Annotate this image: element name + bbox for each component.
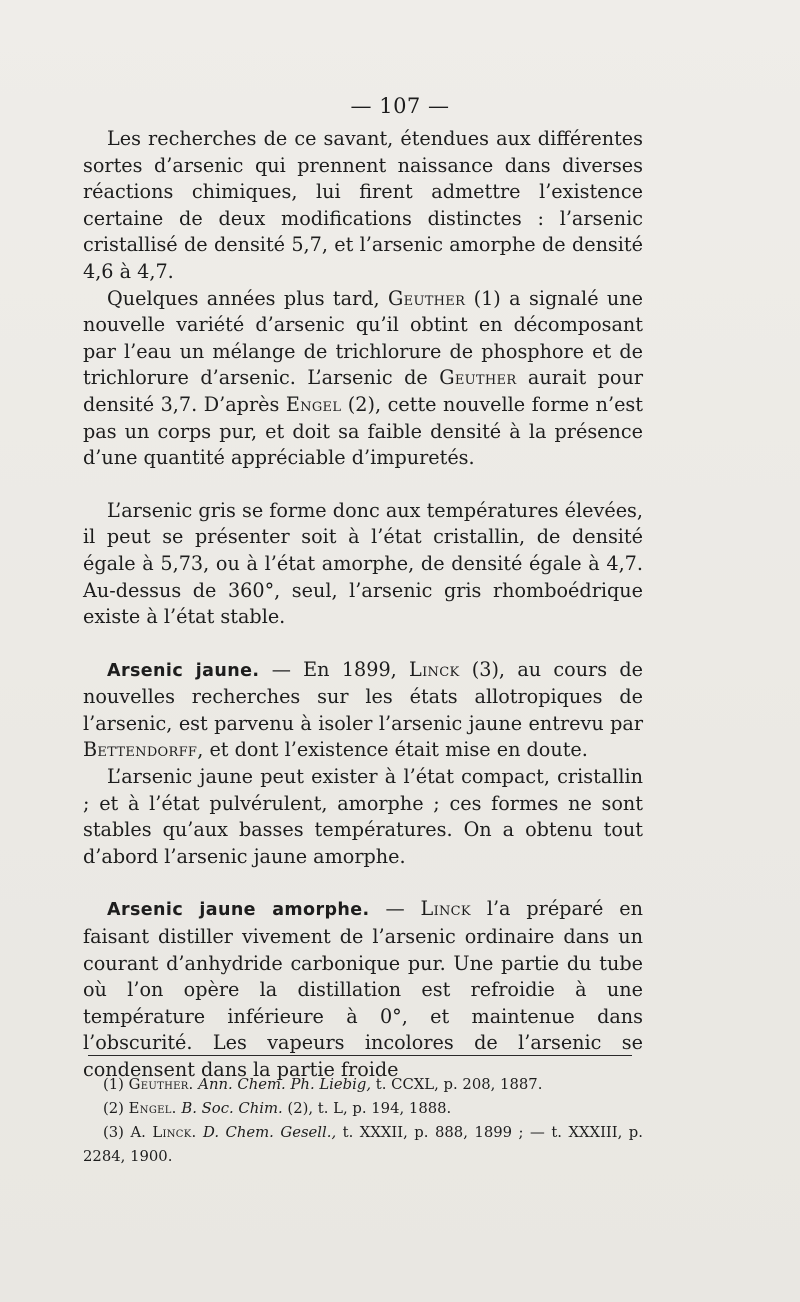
paragraph-1: Les recherches de ce savant, étendues aux différentes sortes d’arsenic qui prennent naissance dans diverses réactions chimiques, lui firent admettre l’existence certaine de deux modifications distinctes : l’arsenic cristallisé de densité 5,7, et l’arsenic amorphe de densité 4,6 à 4,7. xyxy=(83,127,643,283)
paragraph-5: L’arsenic jaune peut exister à l’état compact, cristallin ; et à l’état pulvérulent, amorphe ; ces formes ne sont stables qu’aux basses températures. On a obtenu tout d’abord l’arsenic jaune amorphe. xyxy=(83,765,643,868)
page-number: — 107 — xyxy=(350,94,450,118)
footnote-3: (3) A. Linck. D. Chem. Gesell., t. XXXII, p. 888, 1899 ; — t. XXXIII, p. 2284, 1900. xyxy=(83,1124,643,1165)
paragraph-4: Arsenic jaune. — En 1899, Linck (3), au cours de nouvelles recherches sur les états allotropiques de l’arsenic, est parvenu à isoler l’arsenic jaune entrevu par Bettendorff, et dont l’existence était mise en doute. xyxy=(83,657,643,762)
author-name: Linck xyxy=(409,657,460,681)
footnotes xyxy=(83,1073,643,1169)
footnote-1: (1) Geuther. Ann. Chem. Ph. Liebig, t. CCXL, p. 208, 1887. xyxy=(103,1076,543,1093)
author-name: Geuther xyxy=(388,286,466,310)
footnote-rule xyxy=(88,1055,632,1056)
author-name: Linck xyxy=(420,897,471,921)
paragraph-3: L’arsenic gris se forme donc aux températures élevées, il peut se présenter soit à l’état cristallin, de densité égale à 5,73, ou à l’état amorphe, de densité égale à 4,7. Au-dessus de 360°, seul, l’arsenic gris rhomboédrique existe à l’état stable. xyxy=(83,498,643,629)
author-name: Geuther xyxy=(439,366,517,390)
section-heading: Arsenic jaune. xyxy=(107,660,260,681)
section-heading: Arsenic jaune amorphe. xyxy=(107,900,370,921)
paragraph-2: Quelques années plus tard, Geuther (1) a signalé une nouvelle variété d’arsenic qu’il obtint en décomposant par l’eau un mélange de trichlorure de phosphore et de trichlorure d’arsenic. L’arsenic de Geuther aurait pour densité 3,7. D’après Engel (2), cette nouvelle forme n’est pas un corps pur, et doit sa faible densité à la présence d’une quantité appréciable d’impuretés. xyxy=(83,286,644,470)
body-text xyxy=(83,126,643,1084)
author-name: Bettendorff xyxy=(83,738,198,762)
paragraph-6: Arsenic jaune amorphe. — Linck l’a préparé en faisant distiller vivement de l’arsenic ordinaire dans un courant d’anhydride carbonique pur. Une partie du tube où l’on opère la distillation est refroidie à une température inférieure à 0°, et maintenue dans l’obscurité. Les vapeurs incolores de l’arsenic se condensent dans la partie froide xyxy=(83,897,643,1081)
author-name: Engel xyxy=(285,392,342,416)
footnote-2: (2) Engel. B. Soc. Chim. (2), t. L, p. 194, 1888. xyxy=(103,1100,452,1117)
